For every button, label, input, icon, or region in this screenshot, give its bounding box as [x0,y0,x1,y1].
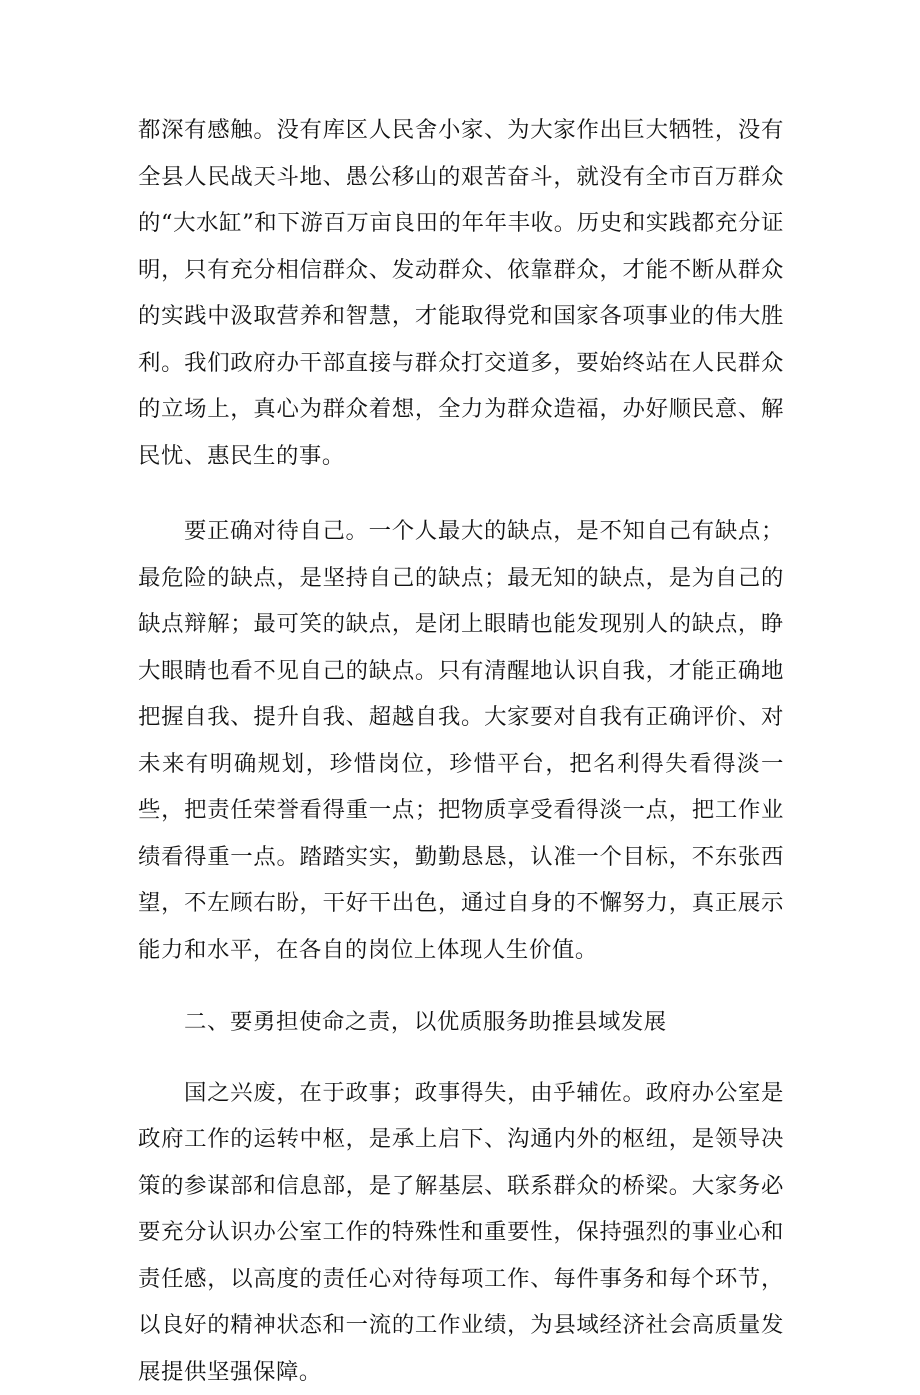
paragraph-self-reflection: 要正确对待自己。一个人最大的缺点，是不知自己有缺点；最危险的缺点，是坚持自己的缺点；最无知的缺点，是为自己的缺点辩解；最可笑的缺点，是闭上眼睛也能发现别人的缺点，睁大眼睛也看不见自己的缺点。只有清醒地认识自我，才能正确地把握自我、提升自我、超越自我。大家要对自我有正确评价、对未来有明确规划，珍惜岗位，珍惜平台，把名利得失看得淡一些，把责任荣誉看得重一点；把物质享受看得淡一点，把工作业绩看得重一点。踏踏实实，勤勤恳恳，认准一个目标，不东张西望，不左顾右盼，干好干出色，通过自身的不懈努力，真正展示能力和水平，在各自的岗位上体现人生价值。 [138,508,784,973]
paragraph-masses: 都深有感触。没有库区人民舍小家、为大家作出巨大牺牲，没有全县人民战天斗地、愚公移山的艰苦奋斗，就没有全市百万群众的“大水缸”和下游百万亩良田的年年丰收。历史和实践都充分证明，只有充分相信群众、发动群众、依靠群众，才能不断从群众的实践中汲取营养和智慧，才能取得党和国家各项事业的伟大胜利。我们政府办干部直接与群众打交道多，要始终站在人民群众的立场上，真心为群众着想，全力为群众造福，办好顺民意、解民忧、惠民生的事。 [138,107,784,479]
paragraph-office-role: 国之兴废，在于政事；政事得失，由乎辅佐。政府办公室是政府工作的运转中枢，是承上启下、沟通内外的枢纽，是领导决策的参谋部和信息部，是了解基层、联系群众的桥梁。大家务必要充分认识办公室工作的特殊性和重要性，保持强烈的事业心和责任感，以高度的责任心对待每项工作、每件事务和每个环节，以良好的精神状态和一流的工作业绩，为县域经济社会高质量发展提供坚强保障。 [138,1070,784,1395]
document-body [138,107,784,1395]
section-heading: 二、要勇担使命之责，以优质服务助推县域发展 [138,999,784,1046]
